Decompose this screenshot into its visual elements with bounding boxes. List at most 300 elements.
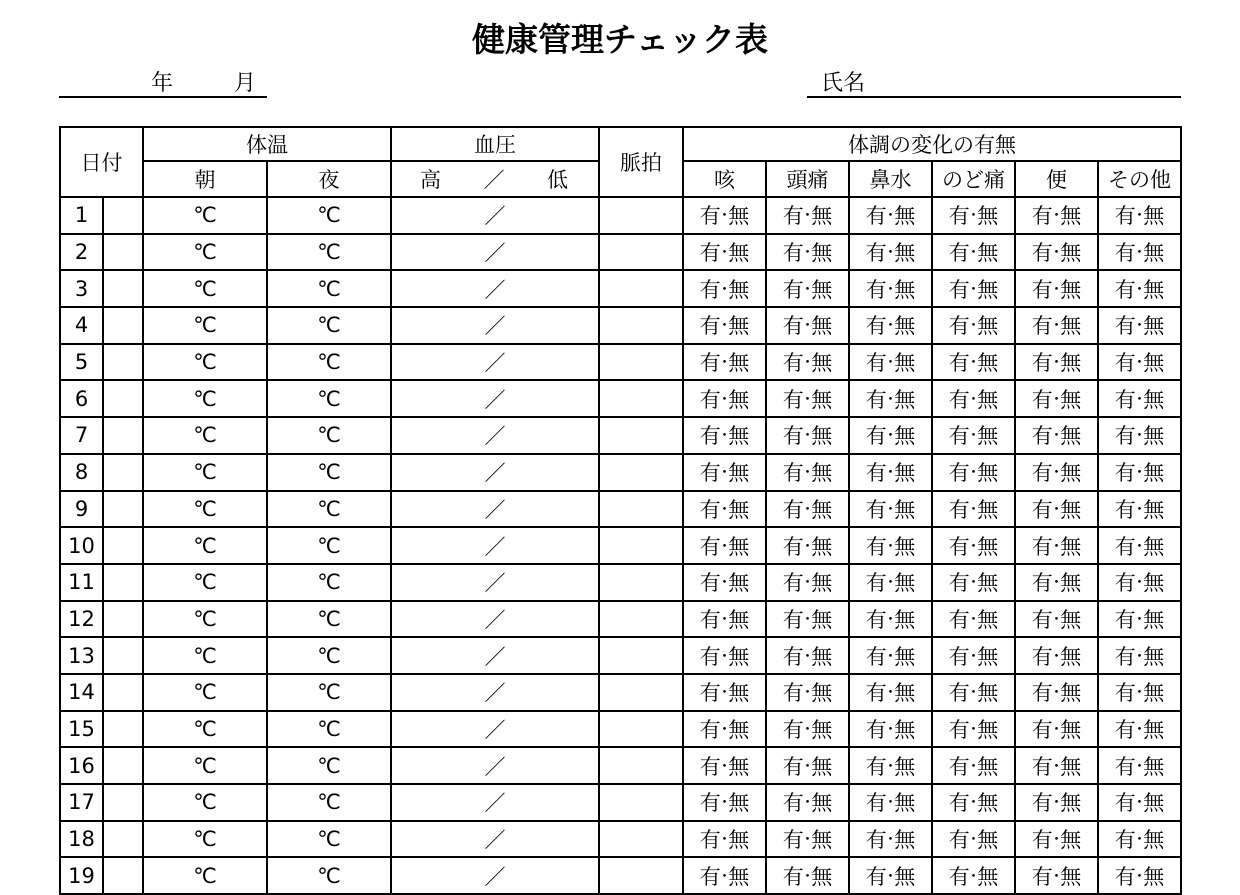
no-option[interactable]: 無 [894,204,916,229]
temp-morning-cell[interactable] [143,234,267,271]
yes-option[interactable]: 有 [1031,534,1053,559]
temp-morning-cell[interactable] [143,270,267,307]
symptom-runny-nose-check[interactable] [849,711,932,748]
symptom-stool-check[interactable] [1015,234,1098,271]
no-option[interactable]: 無 [728,204,750,229]
yes-option[interactable]: 有 [865,314,887,339]
weekday-cell[interactable] [103,270,143,307]
yes-option[interactable]: 有 [948,717,970,742]
no-option[interactable]: 無 [977,754,999,779]
symptom-other-check[interactable] [1098,784,1181,821]
yes-option[interactable]: 有 [782,204,804,229]
symptom-headache-check[interactable] [766,637,849,674]
yes-option[interactable]: 有 [865,387,887,412]
yes-option[interactable]: 有 [1031,791,1053,816]
blood-pressure-cell[interactable] [391,527,599,564]
symptom-other-check[interactable] [1098,491,1181,528]
symptom-cough-check[interactable] [683,417,766,454]
symptom-cough-check[interactable] [683,307,766,344]
symptom-cough-check[interactable] [683,197,766,234]
symptom-runny-nose-check[interactable] [849,637,932,674]
yes-option[interactable]: 有 [699,828,721,853]
yes-option[interactable]: 有 [699,644,721,669]
no-option[interactable]: 無 [1060,461,1082,486]
symptom-cough-check[interactable] [683,784,766,821]
temp-night-cell[interactable] [267,380,391,417]
no-option[interactable]: 無 [1060,791,1082,816]
pulse-cell[interactable] [599,454,683,491]
weekday-cell[interactable] [103,637,143,674]
yes-option[interactable]: 有 [782,387,804,412]
weekday-cell[interactable] [103,491,143,528]
no-option[interactable]: 無 [1060,828,1082,853]
symptom-stool-check[interactable] [1015,674,1098,711]
yes-option[interactable]: 有 [865,351,887,376]
blood-pressure-cell[interactable] [391,601,599,638]
temp-night-cell[interactable] [267,601,391,638]
yes-option[interactable]: 有 [782,277,804,302]
yes-option[interactable]: 有 [1031,204,1053,229]
symptom-sore-throat-check[interactable] [932,637,1015,674]
yes-option[interactable]: 有 [1114,351,1136,376]
no-option[interactable]: 無 [1060,351,1082,376]
symptom-other-check[interactable] [1098,674,1181,711]
symptom-headache-check[interactable] [766,674,849,711]
yes-option[interactable]: 有 [782,497,804,522]
yes-option[interactable]: 有 [865,791,887,816]
weekday-cell[interactable] [103,344,143,381]
yes-option[interactable]: 有 [782,717,804,742]
temp-night-cell[interactable] [267,307,391,344]
temp-morning-cell[interactable] [143,454,267,491]
no-option[interactable]: 無 [1143,424,1165,449]
no-option[interactable]: 無 [894,644,916,669]
symptom-runny-nose-check[interactable] [849,674,932,711]
no-option[interactable]: 無 [728,387,750,412]
yes-option[interactable]: 有 [1114,607,1136,632]
yes-option[interactable]: 有 [1031,681,1053,706]
yes-option[interactable]: 有 [948,571,970,596]
temp-morning-cell[interactable] [143,527,267,564]
yes-option[interactable]: 有 [1031,461,1053,486]
temp-morning-cell[interactable] [143,564,267,601]
name-field[interactable] [807,62,1181,98]
symptom-other-check[interactable] [1098,380,1181,417]
yes-option[interactable]: 有 [699,681,721,706]
temp-morning-cell[interactable] [143,821,267,858]
no-option[interactable]: 無 [1143,204,1165,229]
symptom-stool-check[interactable] [1015,270,1098,307]
yes-option[interactable]: 有 [699,277,721,302]
symptom-sore-throat-check[interactable] [932,784,1015,821]
symptom-sore-throat-check[interactable] [932,491,1015,528]
yes-option[interactable]: 有 [1031,644,1053,669]
symptom-headache-check[interactable] [766,197,849,234]
yes-option[interactable]: 有 [948,534,970,559]
no-option[interactable]: 無 [1060,754,1082,779]
temp-night-cell[interactable] [267,784,391,821]
yes-option[interactable]: 有 [699,314,721,339]
no-option[interactable]: 無 [1060,387,1082,412]
temp-night-cell[interactable] [267,454,391,491]
no-option[interactable]: 無 [811,864,833,889]
blood-pressure-cell[interactable] [391,711,599,748]
no-option[interactable]: 無 [977,387,999,412]
symptom-runny-nose-check[interactable] [849,197,932,234]
no-option[interactable]: 無 [1143,791,1165,816]
yes-option[interactable]: 有 [865,717,887,742]
temp-morning-cell[interactable] [143,380,267,417]
no-option[interactable]: 無 [894,424,916,449]
symptom-other-check[interactable] [1098,564,1181,601]
symptom-headache-check[interactable] [766,234,849,271]
weekday-cell[interactable] [103,197,143,234]
no-option[interactable]: 無 [977,828,999,853]
weekday-cell[interactable] [103,747,143,784]
symptom-headache-check[interactable] [766,784,849,821]
symptom-other-check[interactable] [1098,270,1181,307]
yes-option[interactable]: 有 [948,424,970,449]
blood-pressure-cell[interactable] [391,637,599,674]
temp-night-cell[interactable] [267,747,391,784]
symptom-stool-check[interactable] [1015,747,1098,784]
yes-option[interactable]: 有 [699,607,721,632]
no-option[interactable]: 無 [977,681,999,706]
no-option[interactable]: 無 [1143,754,1165,779]
no-option[interactable]: 無 [1143,534,1165,559]
yes-option[interactable]: 有 [1031,314,1053,339]
yes-option[interactable]: 有 [699,351,721,376]
no-option[interactable]: 無 [811,791,833,816]
no-option[interactable]: 無 [811,204,833,229]
yes-option[interactable]: 有 [1031,607,1053,632]
yes-option[interactable]: 有 [1114,534,1136,559]
temp-morning-cell[interactable] [143,417,267,454]
no-option[interactable]: 無 [728,607,750,632]
no-option[interactable]: 無 [977,351,999,376]
symptom-headache-check[interactable] [766,417,849,454]
symptom-sore-throat-check[interactable] [932,454,1015,491]
symptom-cough-check[interactable] [683,344,766,381]
no-option[interactable]: 無 [977,314,999,339]
symptom-stool-check[interactable] [1015,454,1098,491]
yes-option[interactable]: 有 [699,241,721,266]
temp-morning-cell[interactable] [143,711,267,748]
no-option[interactable]: 無 [811,571,833,596]
temp-morning-cell[interactable] [143,344,267,381]
no-option[interactable]: 無 [977,644,999,669]
yes-option[interactable]: 有 [782,791,804,816]
symptom-sore-throat-check[interactable] [932,711,1015,748]
symptom-cough-check[interactable] [683,637,766,674]
no-option[interactable]: 無 [894,351,916,376]
symptom-runny-nose-check[interactable] [849,564,932,601]
yes-option[interactable]: 有 [865,607,887,632]
yes-option[interactable]: 有 [1114,241,1136,266]
no-option[interactable]: 無 [811,241,833,266]
symptom-stool-check[interactable] [1015,344,1098,381]
no-option[interactable]: 無 [728,534,750,559]
no-option[interactable]: 無 [894,607,916,632]
symptom-stool-check[interactable] [1015,527,1098,564]
yes-option[interactable]: 有 [782,571,804,596]
no-option[interactable]: 無 [811,644,833,669]
temp-night-cell[interactable] [267,637,391,674]
blood-pressure-cell[interactable] [391,821,599,858]
yes-option[interactable]: 有 [1031,351,1053,376]
yes-option[interactable]: 有 [782,534,804,559]
yes-option[interactable]: 有 [1114,424,1136,449]
symptom-other-check[interactable] [1098,344,1181,381]
no-option[interactable]: 無 [977,864,999,889]
symptom-sore-throat-check[interactable] [932,601,1015,638]
yes-option[interactable]: 有 [1031,864,1053,889]
yes-option[interactable]: 有 [1114,571,1136,596]
yes-option[interactable]: 有 [782,241,804,266]
symptom-runny-nose-check[interactable] [849,270,932,307]
yes-option[interactable]: 有 [1114,277,1136,302]
weekday-cell[interactable] [103,674,143,711]
symptom-sore-throat-check[interactable] [932,197,1015,234]
symptom-stool-check[interactable] [1015,491,1098,528]
symptom-stool-check[interactable] [1015,784,1098,821]
no-option[interactable]: 無 [811,351,833,376]
yes-option[interactable]: 有 [865,828,887,853]
yes-option[interactable]: 有 [1114,387,1136,412]
symptom-other-check[interactable] [1098,711,1181,748]
weekday-cell[interactable] [103,564,143,601]
weekday-cell[interactable] [103,380,143,417]
yes-option[interactable]: 有 [865,424,887,449]
no-option[interactable]: 無 [728,717,750,742]
symptom-sore-throat-check[interactable] [932,527,1015,564]
yes-option[interactable]: 有 [948,828,970,853]
symptom-runny-nose-check[interactable] [849,601,932,638]
symptom-headache-check[interactable] [766,601,849,638]
no-option[interactable]: 無 [728,571,750,596]
yes-option[interactable]: 有 [699,571,721,596]
symptom-sore-throat-check[interactable] [932,564,1015,601]
yes-option[interactable]: 有 [782,314,804,339]
no-option[interactable]: 無 [728,754,750,779]
symptom-cough-check[interactable] [683,601,766,638]
temp-morning-cell[interactable] [143,197,267,234]
blood-pressure-cell[interactable] [391,747,599,784]
blood-pressure-cell[interactable] [391,344,599,381]
no-option[interactable]: 無 [728,864,750,889]
no-option[interactable]: 無 [894,828,916,853]
pulse-cell[interactable] [599,601,683,638]
yes-option[interactable]: 有 [948,607,970,632]
no-option[interactable]: 無 [1060,681,1082,706]
no-option[interactable]: 無 [1060,644,1082,669]
no-option[interactable]: 無 [811,424,833,449]
no-option[interactable]: 無 [1143,717,1165,742]
yes-option[interactable]: 有 [948,387,970,412]
temp-night-cell[interactable] [267,234,391,271]
no-option[interactable]: 無 [728,351,750,376]
pulse-cell[interactable] [599,711,683,748]
pulse-cell[interactable] [599,674,683,711]
no-option[interactable]: 無 [811,828,833,853]
temp-morning-cell[interactable] [143,674,267,711]
no-option[interactable]: 無 [1060,424,1082,449]
yes-option[interactable]: 有 [782,828,804,853]
yes-option[interactable]: 有 [948,681,970,706]
no-option[interactable]: 無 [728,241,750,266]
symptom-runny-nose-check[interactable] [849,417,932,454]
no-option[interactable]: 無 [1143,387,1165,412]
no-option[interactable]: 無 [1143,314,1165,339]
yes-option[interactable]: 有 [782,681,804,706]
no-option[interactable]: 無 [977,717,999,742]
symptom-cough-check[interactable] [683,270,766,307]
no-option[interactable]: 無 [1060,571,1082,596]
year-month-field[interactable] [59,62,267,98]
yes-option[interactable]: 有 [948,314,970,339]
no-option[interactable]: 無 [1143,277,1165,302]
yes-option[interactable]: 有 [865,497,887,522]
no-option[interactable]: 無 [728,314,750,339]
symptom-stool-check[interactable] [1015,380,1098,417]
symptom-sore-throat-check[interactable] [932,307,1015,344]
no-option[interactable]: 無 [1143,607,1165,632]
yes-option[interactable]: 有 [865,534,887,559]
temp-morning-cell[interactable] [143,637,267,674]
symptom-headache-check[interactable] [766,711,849,748]
no-option[interactable]: 無 [977,461,999,486]
yes-option[interactable]: 有 [865,571,887,596]
symptom-headache-check[interactable] [766,527,849,564]
yes-option[interactable]: 有 [948,277,970,302]
no-option[interactable]: 無 [1060,864,1082,889]
symptom-runny-nose-check[interactable] [849,344,932,381]
pulse-cell[interactable] [599,821,683,858]
pulse-cell[interactable] [599,564,683,601]
yes-option[interactable]: 有 [699,791,721,816]
yes-option[interactable]: 有 [1031,424,1053,449]
no-option[interactable]: 無 [1060,314,1082,339]
yes-option[interactable]: 有 [948,497,970,522]
symptom-sore-throat-check[interactable] [932,234,1015,271]
symptom-headache-check[interactable] [766,564,849,601]
blood-pressure-cell[interactable] [391,234,599,271]
no-option[interactable]: 無 [1060,534,1082,559]
no-option[interactable]: 無 [977,534,999,559]
no-option[interactable]: 無 [894,277,916,302]
no-option[interactable]: 無 [811,387,833,412]
symptom-other-check[interactable] [1098,454,1181,491]
symptom-headache-check[interactable] [766,307,849,344]
blood-pressure-cell[interactable] [391,674,599,711]
yes-option[interactable]: 有 [699,424,721,449]
symptom-stool-check[interactable] [1015,711,1098,748]
symptom-stool-check[interactable] [1015,197,1098,234]
no-option[interactable]: 無 [1143,461,1165,486]
yes-option[interactable]: 有 [782,644,804,669]
no-option[interactable]: 無 [977,241,999,266]
no-option[interactable]: 無 [977,497,999,522]
no-option[interactable]: 無 [728,644,750,669]
temp-night-cell[interactable] [267,197,391,234]
pulse-cell[interactable] [599,637,683,674]
no-option[interactable]: 無 [894,387,916,412]
symptom-cough-check[interactable] [683,747,766,784]
symptom-runny-nose-check[interactable] [849,234,932,271]
yes-option[interactable]: 有 [948,791,970,816]
yes-option[interactable]: 有 [699,717,721,742]
symptom-sore-throat-check[interactable] [932,821,1015,858]
yes-option[interactable]: 有 [1114,204,1136,229]
pulse-cell[interactable] [599,527,683,564]
temp-morning-cell[interactable] [143,491,267,528]
symptom-runny-nose-check[interactable] [849,491,932,528]
no-option[interactable]: 無 [1143,571,1165,596]
symptom-stool-check[interactable] [1015,821,1098,858]
yes-option[interactable]: 有 [865,204,887,229]
yes-option[interactable]: 有 [1031,828,1053,853]
temp-morning-cell[interactable] [143,307,267,344]
no-option[interactable]: 無 [1143,864,1165,889]
blood-pressure-cell[interactable] [391,784,599,821]
yes-option[interactable]: 有 [948,204,970,229]
weekday-cell[interactable] [103,454,143,491]
temp-night-cell[interactable] [267,821,391,858]
pulse-cell[interactable] [599,307,683,344]
pulse-cell[interactable] [599,344,683,381]
no-option[interactable]: 無 [1060,497,1082,522]
no-option[interactable]: 無 [977,791,999,816]
symptom-other-check[interactable] [1098,601,1181,638]
no-option[interactable]: 無 [728,424,750,449]
no-option[interactable]: 無 [894,241,916,266]
symptom-other-check[interactable] [1098,747,1181,784]
yes-option[interactable]: 有 [865,241,887,266]
no-option[interactable]: 無 [1060,204,1082,229]
yes-option[interactable]: 有 [865,754,887,779]
yes-option[interactable]: 有 [1114,864,1136,889]
no-option[interactable]: 無 [811,681,833,706]
temp-night-cell[interactable] [267,417,391,454]
blood-pressure-cell[interactable] [391,417,599,454]
no-option[interactable]: 無 [894,791,916,816]
yes-option[interactable]: 有 [865,644,887,669]
symptom-headache-check[interactable] [766,270,849,307]
no-option[interactable]: 無 [728,828,750,853]
temp-night-cell[interactable] [267,344,391,381]
temp-morning-cell[interactable] [143,747,267,784]
no-option[interactable]: 無 [894,534,916,559]
weekday-cell[interactable] [103,307,143,344]
symptom-runny-nose-check[interactable] [849,307,932,344]
symptom-other-check[interactable] [1098,527,1181,564]
temp-morning-cell[interactable] [143,601,267,638]
yes-option[interactable]: 有 [782,754,804,779]
temp-night-cell[interactable] [267,491,391,528]
symptom-runny-nose-check[interactable] [849,454,932,491]
symptom-runny-nose-check[interactable] [849,527,932,564]
weekday-cell[interactable] [103,527,143,564]
no-option[interactable]: 無 [728,277,750,302]
symptom-stool-check[interactable] [1015,564,1098,601]
no-option[interactable]: 無 [894,314,916,339]
symptom-sore-throat-check[interactable] [932,270,1015,307]
no-option[interactable]: 無 [977,424,999,449]
no-option[interactable]: 無 [894,461,916,486]
no-option[interactable]: 無 [728,791,750,816]
yes-option[interactable]: 有 [699,204,721,229]
blood-pressure-cell[interactable] [391,270,599,307]
